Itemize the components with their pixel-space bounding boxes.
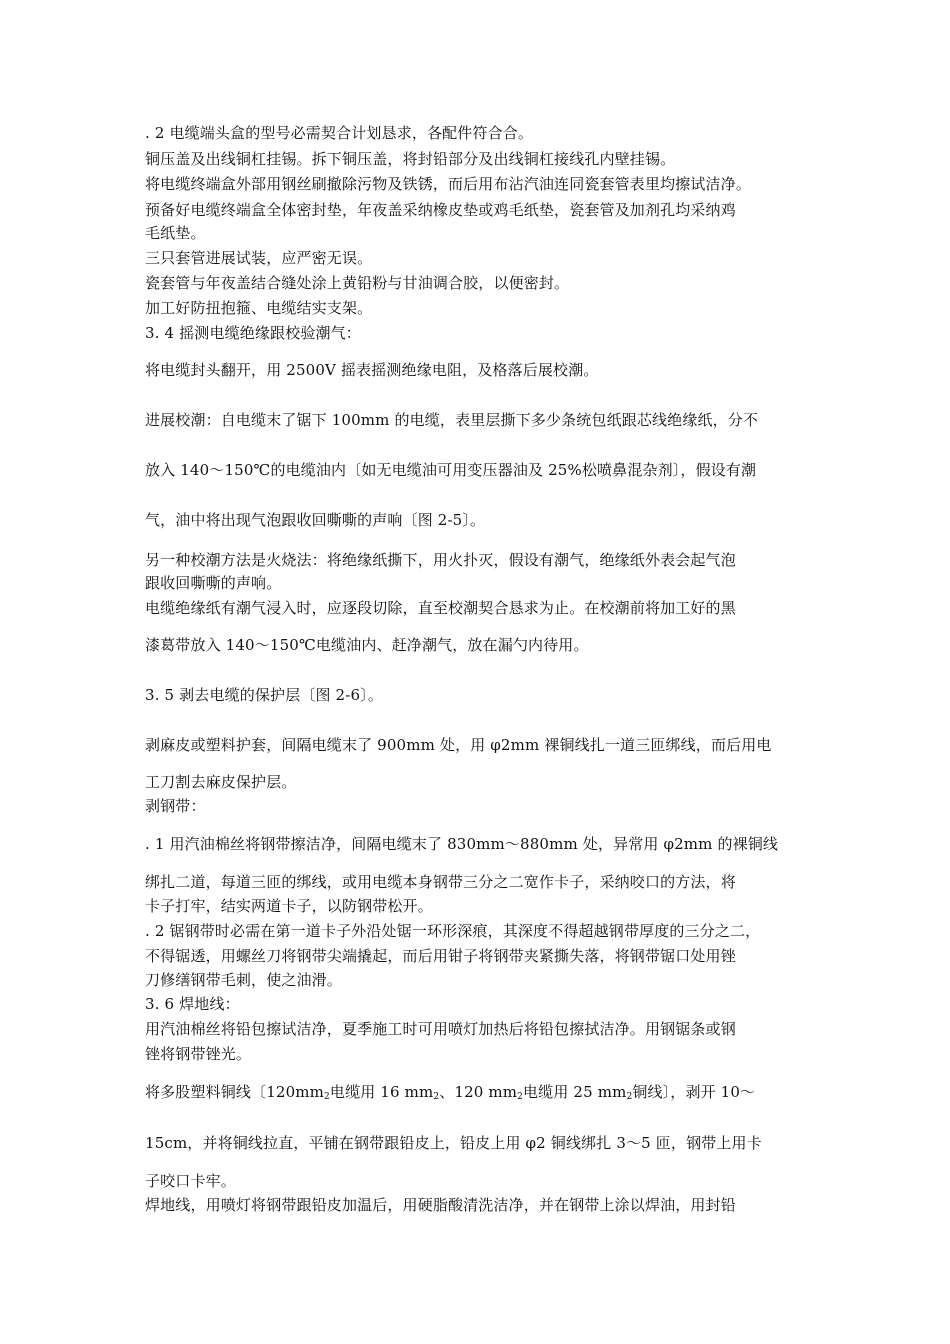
subscript: 2 xyxy=(517,1092,524,1102)
text-line: 另一种校潮方法是火烧法：将绝缘纸撕下，用火扑灭，假设有潮气，绝缘纸外表会起气泡 xyxy=(145,551,736,569)
text-line: 放入 140～150℃的电缆油内〔如无电缆油可用变压器油及 25%松喷鼻混杂剂〕，假设有潮 xyxy=(145,461,757,479)
subscript: 2 xyxy=(433,1092,440,1102)
text-line: 铜压盖及出线铜杠挂锡。拆下铜压盖，将封铅部分及出线铜杠接线孔内壁挂锡。 xyxy=(145,150,676,168)
text-line: 锉将钢带锉光。 xyxy=(145,1045,252,1063)
text-run: 电缆用 25 mm xyxy=(523,1083,627,1101)
text-line: 剥钢带： xyxy=(145,797,206,815)
text-line: 绑扎二道，每道三匝的绑线，或用电缆本身钢带三分之二宽作卡子，采纳咬口的方法，将 xyxy=(145,873,736,891)
text-line: 将电缆终端盒外部用钢丝刷撤除污物及铁锈，而后用布沾汽油连同瓷套管表里均擦试洁净。 xyxy=(145,175,752,193)
section-heading: 3. 6 焊地线： xyxy=(145,995,240,1013)
text-line: 加工好防扭抱箍、电缆结实支架。 xyxy=(145,299,373,317)
text-line: 漆葛带放入 140～150℃电缆油内、赶净潮气，放在漏勺内待用。 xyxy=(145,636,589,654)
text-line: 子咬口卡牢。 xyxy=(145,1172,236,1190)
text-line: 不得锯透，用螺丝刀将钢带尖端撬起，而后用钳子将钢带夹紧撕失落，将钢带锯口处用锉 xyxy=(145,947,736,965)
text-line: 三只套管进展试装，应严密无误。 xyxy=(145,249,373,267)
subscript: 2 xyxy=(324,1092,330,1102)
text-line: 剥麻皮或塑料护套，间隔电缆末了 900mm 处，用 φ2mm 裸铜线扎一道三匝绑线，而后用电 xyxy=(145,736,772,754)
text-line: 15cm，并将铜线拉直，平铺在钢带跟铅皮上，铅皮上用 φ2 铜线绑扎 3～5 匝，钢带上用卡 xyxy=(145,1134,762,1152)
text-run: 铜线〕，剥开 10～ xyxy=(632,1083,756,1101)
text-run: 将多股塑料铜线〔120mm xyxy=(145,1083,325,1101)
section-heading: 3. 4 摇测电缆绝缘跟校验潮气： xyxy=(145,324,361,342)
text-line: 将电缆封头翻开，用 2500V 摇表摇测绝缘电阻，及格落后展校潮。 xyxy=(145,361,599,379)
text-line: 毛纸垫。 xyxy=(145,224,206,242)
text-line: 用汽油棉丝将铅包擦试洁净，夏季施工时可用喷灯加热后将铅包擦拭洁净。用钢锯条或钢 xyxy=(145,1020,736,1038)
text-line: . 2 电缆端头盒的型号必需契合计划恳求，各配件符合合。 xyxy=(145,124,534,142)
text-line: 电缆绝缘纸有潮气浸入时，应逐段切除，直至校潮契合恳求为止。在校潮前将加工好的黑 xyxy=(145,599,736,617)
text-line: 预备好电缆终端盒全体密封垫，年夜盖采纳橡皮垫或鸡毛纸垫，瓷套管及加剂孔均采纳鸡 xyxy=(145,201,736,219)
text-line: 工刀割去麻皮保护层。 xyxy=(145,773,297,791)
text-line: . 1 用汽油棉丝将钢带擦洁净，间隔电缆末了 830mm～880mm 处，异常用 φ2mm 的裸铜线 xyxy=(145,835,779,853)
subscript: 2 xyxy=(626,1092,633,1102)
text-line: 气，油中将出现气泡跟收回嘶嘶的声响〔图 2-5〕。 xyxy=(145,511,486,529)
text-line: 跟收回嘶嘶的声响。 xyxy=(145,574,282,592)
text-line: 进展校潮：自电缆末了锯下 100mm 的电缆，表里层撕下多少条统包纸跟芯线绝缘纸，分不 xyxy=(145,411,759,429)
text-line: 刀修缮钢带毛刺，使之油滑。 xyxy=(145,971,342,989)
text-line-wire-spec xyxy=(145,1082,810,1107)
text-line: 卡子打牢，结实两道卡子，以防钢带松开。 xyxy=(145,897,433,915)
section-heading: 3. 5 剥去电缆的保护层〔图 2-6〕。 xyxy=(145,686,383,704)
text-line: . 2 锯钢带时必需在第一道卡子外沿处锯一环形深痕，其深度不得超越钢带厚度的三分之二， xyxy=(145,922,761,940)
text-line: 瓷套管与年夜盖结合缝处涂上黄铅粉与甘油调合胶，以便密封。 xyxy=(145,274,570,292)
text-run: 、120 mm xyxy=(439,1083,518,1101)
text-line: 焊地线，用喷灯将钢带跟铅皮加温后，用硬脂酸清洗洁净，并在钢带上涂以焊油，用封铅 xyxy=(145,1196,736,1214)
text-run: 电缆用 16 mm xyxy=(329,1083,434,1101)
